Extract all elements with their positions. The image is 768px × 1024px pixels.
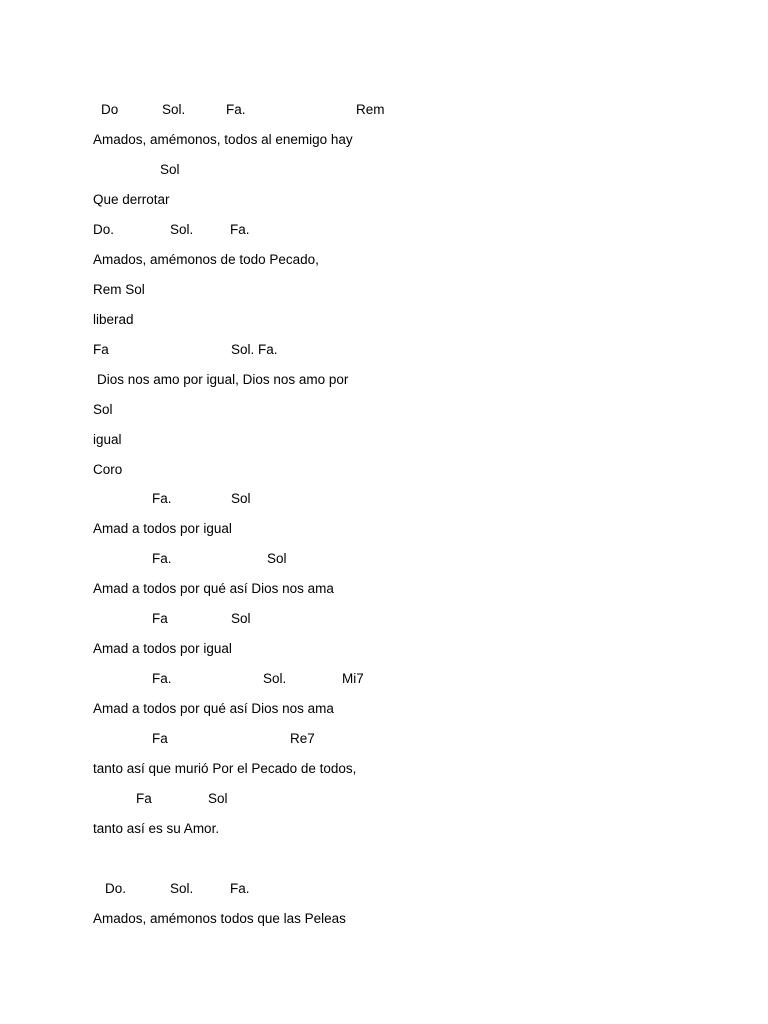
lyric-line: igual — [93, 432, 122, 447]
chord: Sol. — [162, 102, 186, 117]
lyric-line: Amados, amémonos todos que las Peleas — [93, 911, 346, 926]
lyric-line: Sol — [93, 402, 113, 417]
chord-line — [0, 489, 768, 509]
chord: Sol. — [263, 671, 287, 686]
chord: Do. — [105, 881, 127, 896]
chord-line — [0, 340, 768, 360]
lyric-line: tanto así es su Amor. — [93, 821, 220, 836]
chord: Re7 — [290, 731, 315, 746]
lyric-line: Dios nos amo por igual, Dios nos amo por — [97, 372, 349, 387]
chord: Fa. — [152, 671, 172, 686]
chord: Fa. — [226, 102, 246, 117]
lyric-line: Amad a todos por igual — [93, 641, 232, 656]
chord-line — [0, 609, 768, 629]
chord: Fa. — [230, 881, 250, 896]
chord: Do. — [93, 222, 115, 237]
chord: Do — [101, 102, 119, 117]
chord: Fa. — [152, 551, 172, 566]
chord: Sol — [267, 551, 287, 566]
chord: Sol. — [170, 222, 194, 237]
lyric-line: Amad a todos por igual — [93, 521, 232, 536]
chord: Sol — [208, 791, 228, 806]
chord: Fa — [93, 342, 109, 357]
chord: Sol — [231, 611, 251, 626]
chord-line — [0, 879, 768, 899]
chord: Rem — [356, 102, 385, 117]
chord-line — [0, 669, 768, 689]
lyric-line: Rem Sol — [93, 282, 145, 297]
chord: Sol. Fa. — [231, 342, 278, 357]
chord: Fa. — [230, 222, 250, 237]
chord: Fa. — [152, 491, 172, 506]
lyric-line: Amad a todos por qué así Dios nos ama — [93, 701, 334, 716]
lyric-line: liberad — [93, 312, 134, 327]
chord: Mi7 — [342, 671, 364, 686]
lyric-line: Que derrotar — [93, 192, 170, 207]
lyric-line: Amados, amémonos de todo Pecado, — [93, 252, 319, 267]
chord-line — [0, 220, 768, 240]
chord-line — [0, 549, 768, 569]
section-heading: Coro — [93, 462, 123, 477]
chord-line — [0, 729, 768, 749]
chord: Fa — [152, 731, 168, 746]
chord: Sol — [231, 491, 251, 506]
chord: Sol. — [170, 881, 194, 896]
lyric-line: tanto así que murió Por el Pecado de todos, — [93, 761, 357, 776]
chord: Sol — [160, 162, 180, 177]
chord: Fa — [136, 791, 152, 806]
chord: Fa — [152, 611, 168, 626]
lyric-line: Amad a todos por qué así Dios nos ama — [93, 581, 334, 596]
lyric-line: Amados, amémonos, todos al enemigo hay — [93, 132, 353, 147]
chord-line — [0, 160, 768, 180]
chord-line — [0, 100, 768, 120]
chord-line — [0, 789, 768, 809]
